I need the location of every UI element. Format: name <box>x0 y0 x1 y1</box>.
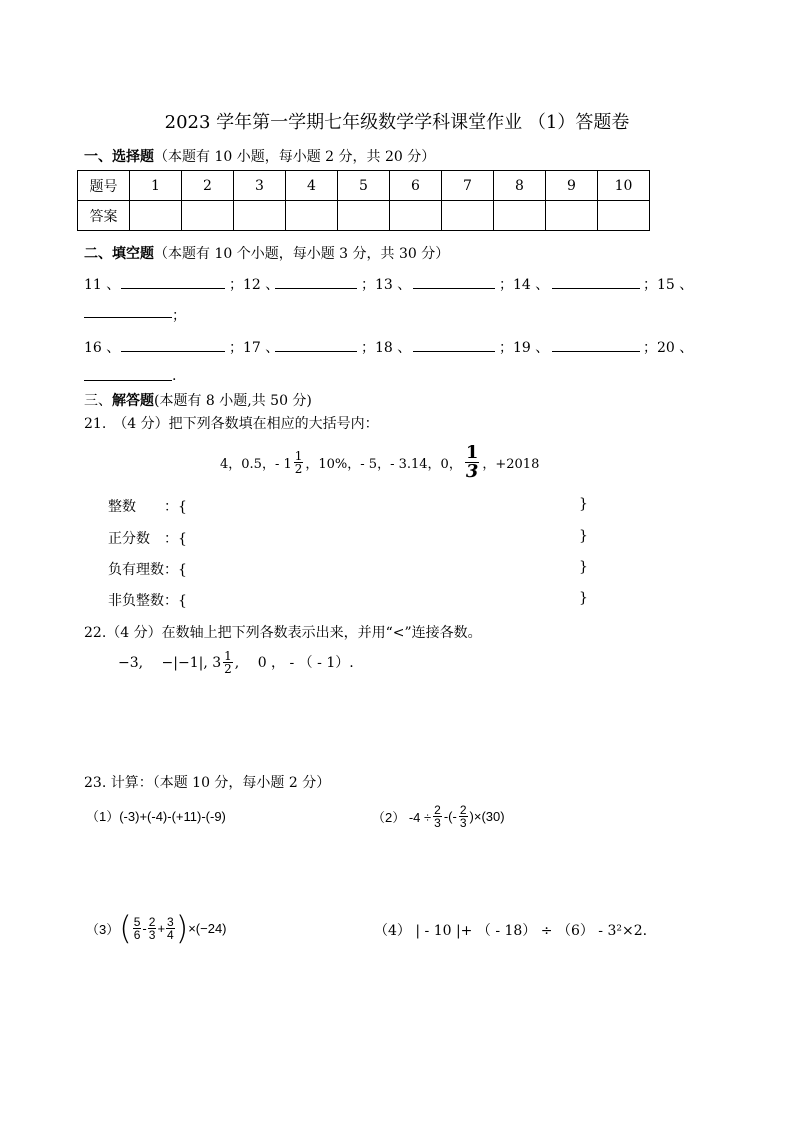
blank-end-1: ； <box>172 308 186 324</box>
q21-numbers-a: 4，0.5，- 1 <box>220 456 292 472</box>
q23-p3-frac2 <box>148 916 157 941</box>
answer-blank-17[interactable] <box>275 337 357 352</box>
blank-label-15: ；15 、 <box>643 277 694 293</box>
q23-p3-a: （3） <box>86 921 120 937</box>
q22-number-list <box>118 642 354 682</box>
question-number: 10 <box>598 171 650 201</box>
section2-note: （本题有 10 个小题，每小题 3 分，共 30 分） <box>154 246 450 262</box>
q21-numbers-c: ，+2018 <box>482 456 540 472</box>
question-number: 7 <box>442 171 494 201</box>
q22-numbers-b: , 0 ， - （ - 1）. <box>234 655 354 671</box>
frac-den: 3 <box>434 815 441 830</box>
section1-heading <box>84 146 435 166</box>
question-number: 2 <box>182 171 234 201</box>
q23-p3-c: ×(−24) <box>188 920 227 936</box>
q21-row-label: 正分数 ：{ <box>108 531 187 547</box>
section3-note: (本题有 8 小题,共 50 分) <box>154 393 312 409</box>
frac-num: 5 <box>133 914 141 929</box>
q23-label: 23. 计算：（本题 10 分，每小题 2 分） <box>84 775 331 791</box>
answer-cell[interactable] <box>130 201 182 231</box>
q23-part2 <box>372 798 505 834</box>
section2-title: 二、填空题 <box>84 246 154 262</box>
q21-frac <box>294 450 304 475</box>
q22-frac <box>223 650 233 675</box>
section2-heading <box>84 243 449 263</box>
answer-blank-20[interactable] <box>84 366 172 381</box>
blank-label-20: ；20 、 <box>643 340 694 356</box>
q21-numbers-b: ，10%，- 5，- 3.14，0， <box>305 456 462 472</box>
q21-big-frac-den: 3 <box>465 460 479 482</box>
left-paren-icon: ( <box>119 909 132 947</box>
q21-row-label: 非负整数：{ <box>108 593 187 609</box>
q23-part1: （1）(-3)+(-4)-(+11)-(-9) <box>86 809 226 824</box>
q21-row-close: } <box>579 559 588 575</box>
question-number: 9 <box>546 171 598 201</box>
table-answer-label: 答案 <box>78 201 130 231</box>
table-header-label: 题号 <box>78 171 130 201</box>
frac-num: 3 <box>167 914 174 929</box>
blank-label-19: ；19 、 <box>499 340 550 356</box>
blank-label-11: 11 、 <box>84 277 121 293</box>
right-paren-icon: ) <box>175 909 189 947</box>
frac-num: 2 <box>459 802 467 817</box>
table-row-answers <box>78 201 650 231</box>
q23-p2-b: -(- <box>443 808 457 824</box>
q21-row-label: 负有理数：{ <box>108 562 187 578</box>
q23-part3 <box>86 906 227 950</box>
blank-label-13: ；13 、 <box>361 277 412 293</box>
answer-blank-13[interactable] <box>413 274 495 289</box>
q23-p2-frac2 <box>459 804 468 829</box>
blank-label-16: 16 、 <box>84 340 121 356</box>
q21-row-close: } <box>579 528 588 544</box>
question-number: 5 <box>338 171 390 201</box>
table-row-numbers <box>78 171 650 201</box>
answer-blank-16[interactable] <box>121 337 225 352</box>
blank-label-18: ；18 、 <box>361 340 412 356</box>
section3-prefix: 三、 <box>84 393 112 409</box>
answer-cell[interactable] <box>598 201 650 231</box>
answer-cell[interactable] <box>338 201 390 231</box>
answer-blank-11[interactable] <box>121 274 225 289</box>
blank-end-2: . <box>172 368 177 384</box>
q22-frac-num: 1 <box>224 648 232 663</box>
section3-heading <box>84 390 312 410</box>
q21-big-frac-num: 1 <box>465 441 479 463</box>
answer-cell[interactable] <box>390 201 442 231</box>
answer-table <box>77 170 650 231</box>
q21-big-frac <box>465 441 480 482</box>
question-number: 1 <box>130 171 182 201</box>
blank-label-12: ；12 、 <box>229 277 280 293</box>
answer-cell[interactable] <box>286 201 338 231</box>
q22-numbers-a: −3, −|−1|, 3 <box>118 655 222 671</box>
frac-num: 2 <box>148 914 156 929</box>
frac-den: 3 <box>459 815 467 830</box>
q23-p3-frac1 <box>133 916 142 941</box>
answer-blank-14[interactable] <box>552 274 640 289</box>
answer-blank-15[interactable] <box>84 303 172 318</box>
q21-label: 21. （4 分）把下列各数填在相应的大括号内： <box>84 416 379 432</box>
q23-p2-frac1 <box>433 804 442 829</box>
section1-note: （本题有 10 小题，每小题 2 分，共 20 分） <box>154 149 436 165</box>
q23-p2-c: )×(30) <box>469 808 505 824</box>
question-number: 4 <box>286 171 338 201</box>
q21-row-close: } <box>579 496 588 512</box>
frac-den: 3 <box>148 927 156 942</box>
answer-cell[interactable] <box>182 201 234 231</box>
answer-cell[interactable] <box>234 201 286 231</box>
blank-label-17: ；17 、 <box>229 340 280 356</box>
q23-p3-op2: + <box>157 920 166 936</box>
section3-title: 解答题 <box>112 393 154 409</box>
q22-label: 22.（4 分）在数轴上把下列各数表示出来，并用“<”连接各数。 <box>84 625 482 641</box>
q21-row-close: } <box>579 590 588 606</box>
q22-frac-den: 2 <box>224 661 232 676</box>
q21-row-label: 整数 ：{ <box>108 499 187 515</box>
section1-title: 一、选择题 <box>84 149 154 165</box>
frac-den: 4 <box>167 927 174 942</box>
q23-p2-a: （2） -4 ÷ <box>372 809 432 825</box>
answer-cell[interactable] <box>546 201 598 231</box>
q21-number-list <box>220 442 539 482</box>
q23-p3-op1: - <box>142 920 147 936</box>
question-number: 6 <box>390 171 442 201</box>
answer-blank-12[interactable] <box>275 274 357 289</box>
frac-num: 2 <box>434 802 441 817</box>
answer-cell[interactable] <box>494 201 546 231</box>
answer-blank-18[interactable] <box>413 337 495 352</box>
question-number: 3 <box>234 171 286 201</box>
blank-label-14: ；14 、 <box>499 277 550 293</box>
q23-p3-frac3 <box>166 916 175 941</box>
q21-frac-num: 1 <box>294 448 303 463</box>
page-title: 2023 学年第一学期七年级数学学科课堂作业 （1）答题卷 <box>164 112 630 133</box>
question-number: 8 <box>494 171 546 201</box>
frac-den: 6 <box>133 927 141 942</box>
q23-part4: （4） | - 10 |+ （ - 18） ÷ （6） - 3²×2. <box>374 923 648 939</box>
q21-frac-den: 2 <box>294 461 303 476</box>
answer-cell[interactable] <box>442 201 494 231</box>
answer-blank-19[interactable] <box>552 337 640 352</box>
